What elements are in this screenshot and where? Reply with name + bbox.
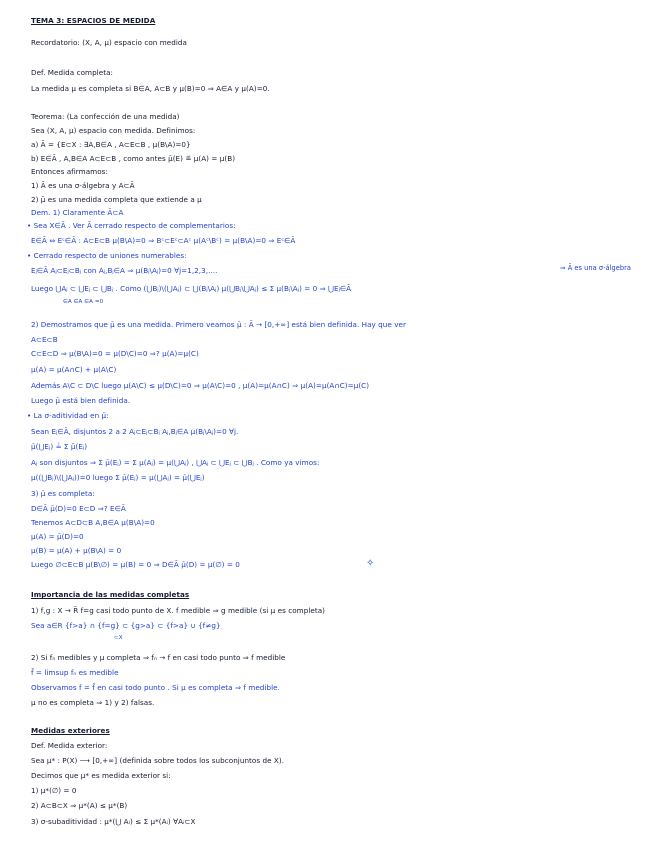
line-sum-question: μ̄(⋃Eⱼ) ≟ Σ μ̄(Eⱼ) (31, 442, 88, 451)
line-union-sets: Eⱼ∈Ā Aⱼ⊂Eⱼ⊂Bⱼ con Aⱼ,Bⱼ∈A ⇒ μ(Bⱼ\Aⱼ)=0 ∀j=1,2,3,.... (31, 266, 218, 275)
line-sigma-aditividad: • La σ-aditividad en μ̄: (27, 411, 109, 420)
line-ced: C⊂E⊂D ⇒ μ(B\A)=0 = μ(D\C)=0 ⇒? μ(A)=μ(C) (31, 349, 199, 358)
line-claim-2: 2) μ̄ es una medida completa que extiende a μ (31, 195, 202, 204)
line-entonces: Entonces afirmamos: (31, 167, 108, 176)
line-d-in-a: D∈Ā μ̄(D)=0 E⊂D ⇒? E∈Ā (31, 504, 126, 513)
line-def-b: b) E∈Ā , A,B∈A A⊂E⊂B , como antes μ̄(E) ≝ μ(A) = μ(B) (31, 154, 236, 163)
line-imp-2: 2) Si fₙ medibles y μ completa ⇒ fₙ → f en casi todo punto ⇒ f medible (31, 653, 286, 662)
line-observamos: Observamos f = f̄ en casi todo punto . Si μ es completa ⇒ f medible. (31, 683, 280, 692)
line-mu-a-zero: μ(A) = μ̄(D)=0 (31, 532, 84, 541)
line-sea: Sea (X, A, μ) espacio con medida. Definimos: (31, 126, 196, 135)
line-disjuntos: Aⱼ son disjuntos ⇒ Σ μ̄(Eⱼ) = Σ μ(Aⱼ) = μ(⋃Aⱼ) , ⋃Aⱼ ⊂ ⋃Eⱼ ⊂ ⋃Bⱼ . Como ya vimos: (31, 458, 320, 467)
line-ext-3: 3) σ-subaditividad : μ*(⋃ Aᵢ) ≤ Σ μ*(Aᵢ) ∀Aᵢ⊂X (31, 817, 196, 826)
note-sigma-algebra: ⇒ Ā es una σ-álgebra (560, 264, 631, 272)
page-title: TEMA 3: ESPACIOS DE MEDIDA (31, 16, 156, 25)
line-union-underbrace: ∈A ∈A ∈A =0 (63, 299, 104, 305)
line-no-completa: μ no es completa ⇒ 1) y 2) falsas. (31, 698, 155, 707)
line-mu-a: μ(A) = μ(A∩C) + μ(A\C) (31, 365, 117, 374)
line-teorema: Teorema: (La confección de una medida) (31, 112, 180, 121)
line-decimos: Decimos que μ* es medida exterior si: (31, 771, 171, 780)
line-recordatorio: Recordatorio: (X, A, μ) espacio con medida (31, 38, 187, 47)
line-sum-result: μ((⋃Bⱼ)\(⋃Aⱼ))=0 luego Σ μ̄(Eⱼ) = μ(⋃Aⱼ) = μ̄(⋃Eⱼ) (31, 473, 205, 482)
line-sea-a-brace: ⊂X (114, 635, 123, 641)
line-sea-mu-star: Sea μ* : P(X) ⟶ [0,+∞] (definida sobre todos los subconjuntos de X). (31, 756, 285, 765)
line-luego-final: Luego ∅⊂E⊂B μ(B\∅) = μ(B) = 0 ⇒ D∈Ā μ̄(D) = μ(∅) = 0 (31, 560, 240, 569)
line-luego-bien: Luego μ̄ está bien definida. (31, 396, 131, 405)
line-ext-2: 2) A⊂B⊂X ⇒ μ*(A) ≤ μ*(B) (31, 801, 128, 810)
heading-importancia: Importancia de las medidas completas (31, 590, 190, 599)
end-of-proof-icon: ✧ (366, 558, 375, 569)
line-bien-definida: 2) Demostramos que μ̄ es una medida. Primero veamos μ̄ : Ā → [0,+∞] está bien definida. Hay que ver (31, 320, 406, 329)
line-complement-proof: E∈Ā ⇔ Eᶜ∈Ā : A⊂E⊂B μ(B\A)=0 ⇒ Bᶜ⊂Eᶜ⊂Aᶜ μ(Aᶜ\Bᶜ) = μ(B\A)=0 ⇒ Eᶜ∈Ā (31, 236, 296, 245)
line-imp-1: 1) f,g : X → R̄ f=g casi todo punto de X. f medible ⇒ g medible (si μ es completa) (31, 606, 326, 615)
line-dem: Dem. 1) Claramente Ā⊂A (31, 208, 124, 217)
line-mu-b-zero: μ(B) = μ(A) + μ(B\A) = 0 (31, 546, 122, 555)
line-def-a: a) Ā = {E⊂X : ∃A,B∈A , A⊂E⊂B , μ(B\A)=0} (31, 140, 191, 149)
line-claim-1: 1) Ā es una σ-álgebra y A⊂Ā (31, 181, 135, 190)
line-sea-a: Sea a∈R {f>a} ∩ {f=g} ⊂ {g>a} ⊂ {f>a} ∪ {f≠g} (31, 621, 221, 630)
line-union-proof: Luego ⋃Aⱼ ⊂ ⋃Eⱼ ⊂ ⋃Bⱼ . Como (⋃Bⱼ)\(⋃Aⱼ) ⊂ ⋃(Bⱼ\Aⱼ) μ(⋃Bⱼ\⋃Aⱼ) ≤ Σ μ(Bⱼ\Aⱼ) = 0 ⇒ ⋃Eⱼ∈Ā (31, 284, 352, 293)
line-def-medida-completa: Def. Medida completa: (31, 68, 113, 77)
heading-medidas-exteriores: Medidas exteriores (31, 726, 110, 735)
line-def-medida-exterior: Def. Medida exterior: (31, 741, 108, 750)
line-sean-disjuntos: Sean Eⱼ∈Ā, disjuntos 2 a 2 Aⱼ⊂Eⱼ⊂Bⱼ Aⱼ,Bⱼ∈A μ(Bⱼ\Aⱼ)=0 ∀j. (31, 427, 239, 436)
line-uniones: • Cerrado respecto de uniones numerables: (27, 251, 187, 260)
line-def-text: La medida μ es completa si B∈A, A⊂B y μ(B)=0 ⇒ A∈A y μ(A)=0. (31, 84, 270, 93)
line-limsup: f̄ = limsup fₙ es medible (31, 668, 119, 677)
line-complementarios: • Sea X∈Ā . Ver Ā cerrado respecto de complementarios: (27, 221, 236, 230)
line-completa: 3) μ̄ es completa: (31, 489, 95, 498)
line-ademas: Además A\C ⊂ D\C luego μ(A\C) ≤ μ(D\C)=0 ⇒ μ(A\C)=0 , μ(A)=μ(A∩C) ⇒ μ(A)=μ(A∩C)=μ(C) (31, 381, 370, 390)
line-aeb: A⊂E⊂B (31, 335, 58, 344)
line-tenemos: Tenemos A⊂D⊂B A,B∈A μ(B\A)=0 (31, 518, 155, 527)
line-ext-1: 1) μ*(∅) = 0 (31, 786, 77, 795)
